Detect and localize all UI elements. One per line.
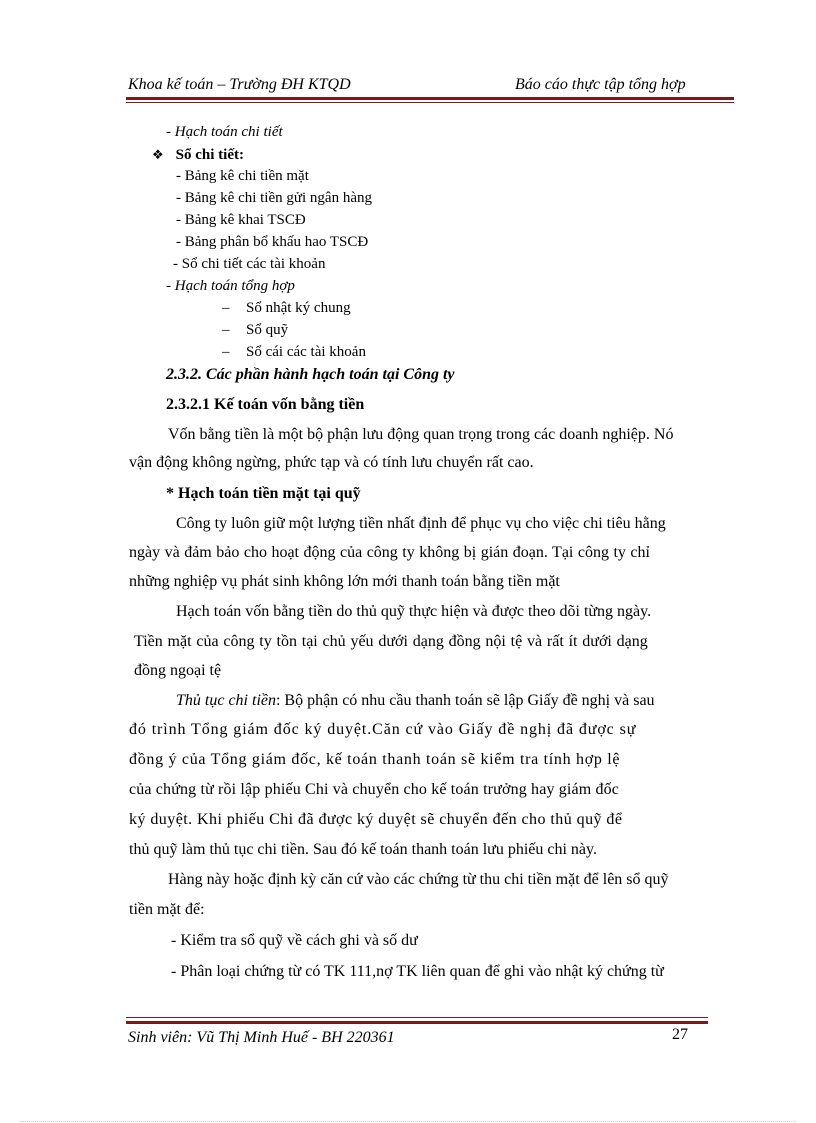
paragraph-line: tiền mặt để: — [129, 901, 205, 918]
list-item: Sổ nhật ký chung — [246, 300, 351, 316]
list-item-detail-accounting: - Hạch toán chi tiết — [166, 124, 283, 140]
header-report-title: Báo cáo thực tập tổng hợp — [515, 76, 686, 93]
list-item: - Bảng kê khai TSCĐ — [176, 212, 306, 228]
list-item-detail-books — [152, 146, 244, 164]
paragraph-line: - Kiểm tra sổ quỹ về cách ghi và số dư — [171, 932, 418, 949]
header-department: Khoa kế toán – Trường ĐH KTQD — [128, 76, 351, 93]
topic-heading: * Hạch toán tiền mặt tại quỹ — [166, 485, 361, 502]
paragraph-line: vận động không ngừng, phức tạp và có tính lưu chuyển rất cao. — [129, 454, 534, 471]
footer-student: Sinh viên: Vũ Thị Minh Huế - BH 220361 — [128, 1029, 395, 1046]
paragraph-line: đó trình Tổng giám đốc ký duyệt.Căn cứ vào Giấy đề nghị đã được sự — [129, 721, 637, 738]
footer-rule-thin — [126, 1017, 708, 1018]
detail-books-label: Sổ chi tiết: — [175, 147, 244, 163]
list-item: - Sổ chi tiết các tài khoản — [173, 256, 326, 272]
paragraph-line: Vốn bằng tiền là một bộ phận lưu động quan trọng trong các doanh nghiệp. Nó — [168, 426, 674, 443]
diamond-bullet-icon: ❖ — [152, 147, 164, 162]
paragraph-line: Hàng này hoặc định kỳ căn cứ vào các chứng từ thu chi tiền mặt để lên sổ quỹ — [168, 871, 669, 888]
list-item: - Bảng phân bổ khấu hao TSCĐ — [176, 234, 369, 250]
header-rule-thin — [126, 102, 734, 103]
section-heading: 2.3.2. Các phần hành hạch toán tại Công ty — [166, 366, 455, 383]
paragraph-line: của chứng từ rồi lập phiếu Chi và chuyển cho kế toán trưởng hay giám đốc — [129, 781, 620, 798]
paragraph-line: ngày và đảm bảo cho hoạt động của công ty không bị gián đoạn. Tại công ty chỉ — [129, 544, 650, 561]
paragraph-line — [176, 692, 655, 710]
page-number: 27 — [672, 1026, 688, 1043]
paragraph-line: ký duyệt. Khi phiếu Chi đã được ký duyệt sẽ chuyển đến cho thủ quỹ để — [129, 811, 623, 828]
paragraph-line: Tiền mặt của công ty tồn tại chủ yếu dưới dạng đồng nội tệ và rất ít dưới dạng — [134, 633, 648, 650]
subsection-heading: 2.3.2.1 Kế toán vốn bằng tiền — [166, 396, 365, 413]
dash-bullet: – — [222, 344, 230, 360]
list-item: - Bảng kê chi tiền gửi ngân hàng — [176, 190, 372, 206]
procedure-text: : Bộ phận có nhu cầu thanh toán sẽ lập Giấy đề nghị và sau — [275, 692, 655, 709]
procedure-label: Thủ tục chi tiền — [176, 692, 276, 709]
paragraph-line: đồng ý của Tổng giám đốc, kế toán thanh toán sẽ kiểm tra tính hợp lệ — [129, 751, 621, 768]
header-rule-thick — [126, 97, 734, 100]
list-item-general-accounting: - Hạch toán tổng hợp — [166, 278, 295, 294]
paragraph-line: Công ty luôn giữ một lượng tiền nhất định để phục vụ cho việc chi tiêu hằng — [176, 515, 666, 532]
list-item: - Bảng kê chi tiền mặt — [176, 168, 309, 184]
footer-rule-thick — [126, 1021, 708, 1024]
dash-bullet: – — [222, 322, 230, 338]
list-item: Sổ cái các tài khoản — [246, 344, 366, 360]
paragraph-line: - Phân loại chứng từ có TK 111,nợ TK liên quan để ghi vào nhật ký chứng từ — [171, 963, 664, 980]
list-item: Sổ quỹ — [246, 322, 289, 338]
bottom-dotted-line — [20, 1121, 796, 1122]
paragraph-line: những nghiệp vụ phát sinh không lớn mới thanh toán bằng tiền mặt — [129, 573, 560, 590]
paragraph-line: đồng ngoại tệ — [134, 662, 222, 679]
paragraph-line: Hạch toán vốn bằng tiền do thủ quỹ thực hiện và được theo dõi từng ngày. — [176, 603, 652, 620]
paragraph-line: thủ quỹ làm thủ tục chi tiền. Sau đó kế toán thanh toán lưu phiếu chi này. — [129, 841, 597, 858]
dash-bullet: – — [222, 300, 230, 316]
